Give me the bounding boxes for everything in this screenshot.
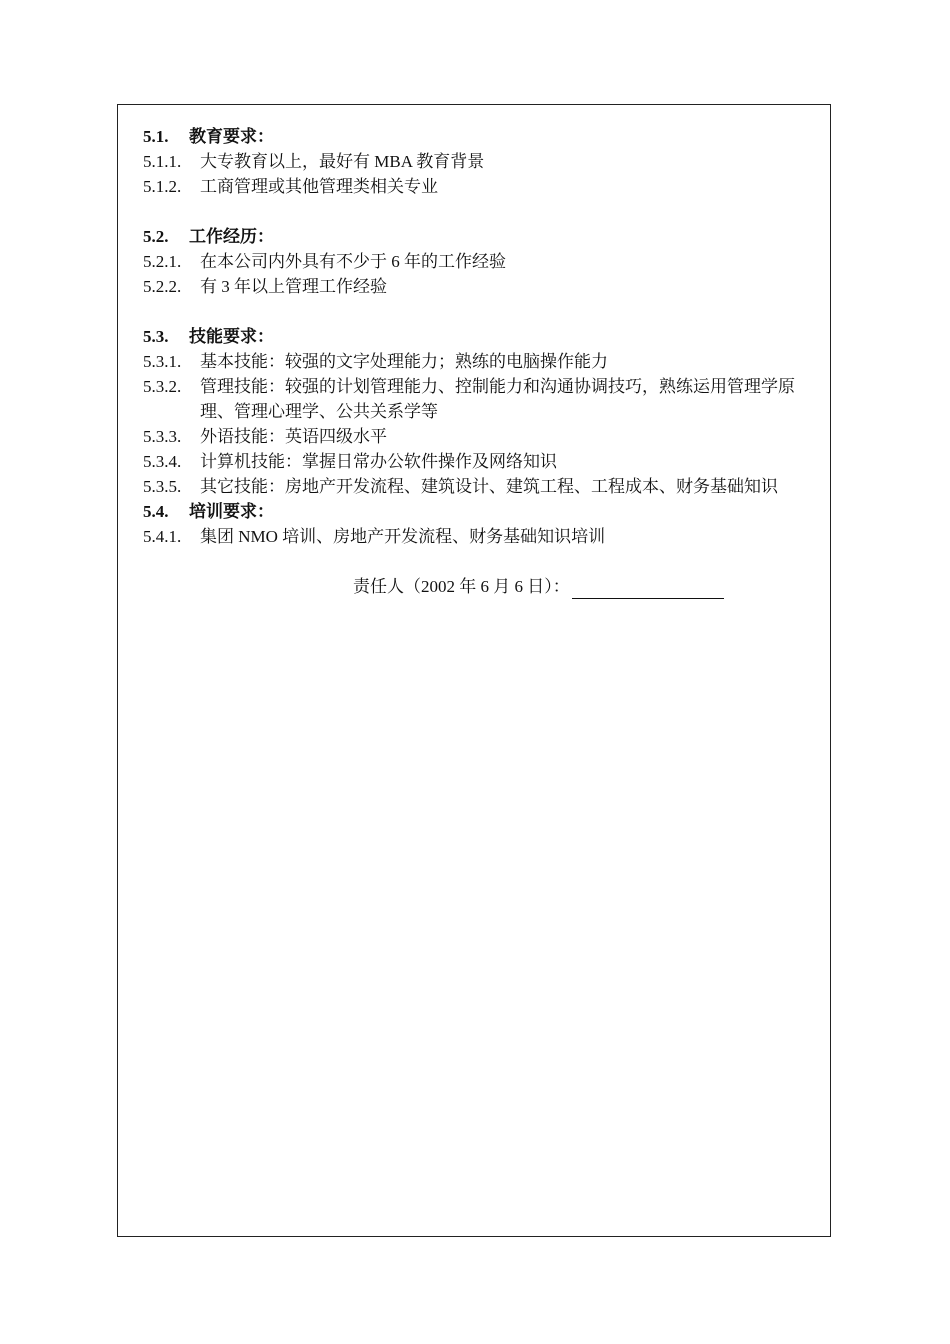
item-text: 基本技能：较强的文字处理能力；熟练的电脑操作能力 (200, 352, 608, 371)
list-item (143, 274, 813, 299)
section-title: 培训要求： (189, 502, 274, 521)
section-heading (143, 224, 813, 249)
section-work-experience (143, 224, 813, 299)
item-text: 有 3 年以上管理工作经验 (200, 277, 387, 296)
section-number: 5.4. (143, 502, 169, 521)
list-item (143, 374, 813, 424)
item-text: 工商管理或其他管理类相关专业 (200, 177, 438, 196)
item-text: 大专教育以上，最好有 MBA 教育背景 (200, 152, 485, 171)
signature-row (143, 574, 813, 599)
section-number: 5.1. (143, 127, 169, 146)
section-heading (143, 499, 813, 524)
section-skills (143, 324, 813, 499)
list-item (143, 174, 813, 199)
item-text: 其它技能：房地产开发流程、建筑设计、建筑工程、工程成本、财务基础知识 (200, 477, 778, 496)
item-number: 5.1.1. (143, 152, 182, 171)
section-number: 5.2. (143, 227, 169, 246)
item-number: 5.3.2. (143, 377, 182, 396)
section-training (143, 499, 813, 549)
item-number: 5.3.4. (143, 452, 182, 471)
signature-label: 责任人（2002 年 6 月 6 日）： (353, 577, 570, 596)
item-number: 5.3.3. (143, 427, 182, 446)
section-number: 5.3. (143, 327, 169, 346)
list-item (143, 249, 813, 274)
item-text: 计算机技能：掌握日常办公软件操作及网络知识 (200, 452, 557, 471)
list-item (143, 524, 813, 549)
item-number: 5.4.1. (143, 527, 182, 546)
list-item (143, 149, 813, 174)
signature-line[interactable] (572, 580, 724, 599)
item-number: 5.2.2. (143, 277, 182, 296)
list-item (143, 474, 813, 499)
list-item (143, 349, 813, 374)
item-text: 管理技能：较强的计划管理能力、控制能力和沟通协调技巧，熟练运用管理学原理、管理心理学、公共关系学等 (200, 377, 795, 421)
item-text: 在本公司内外具有不少于 6 年的工作经验 (200, 252, 506, 271)
item-number: 5.1.2. (143, 177, 182, 196)
document-body (143, 124, 813, 599)
section-title: 教育要求： (189, 127, 274, 146)
section-education (143, 124, 813, 199)
section-title: 技能要求： (189, 327, 274, 346)
item-number: 5.3.5. (143, 477, 182, 496)
item-number: 5.3.1. (143, 352, 182, 371)
list-item (143, 449, 813, 474)
section-title: 工作经历： (189, 227, 274, 246)
item-text: 集团 NMO 培训、房地产开发流程、财务基础知识培训 (200, 527, 606, 546)
section-heading (143, 124, 813, 149)
list-item (143, 424, 813, 449)
section-heading (143, 324, 813, 349)
item-text: 外语技能：英语四级水平 (200, 427, 387, 446)
item-number: 5.2.1. (143, 252, 182, 271)
